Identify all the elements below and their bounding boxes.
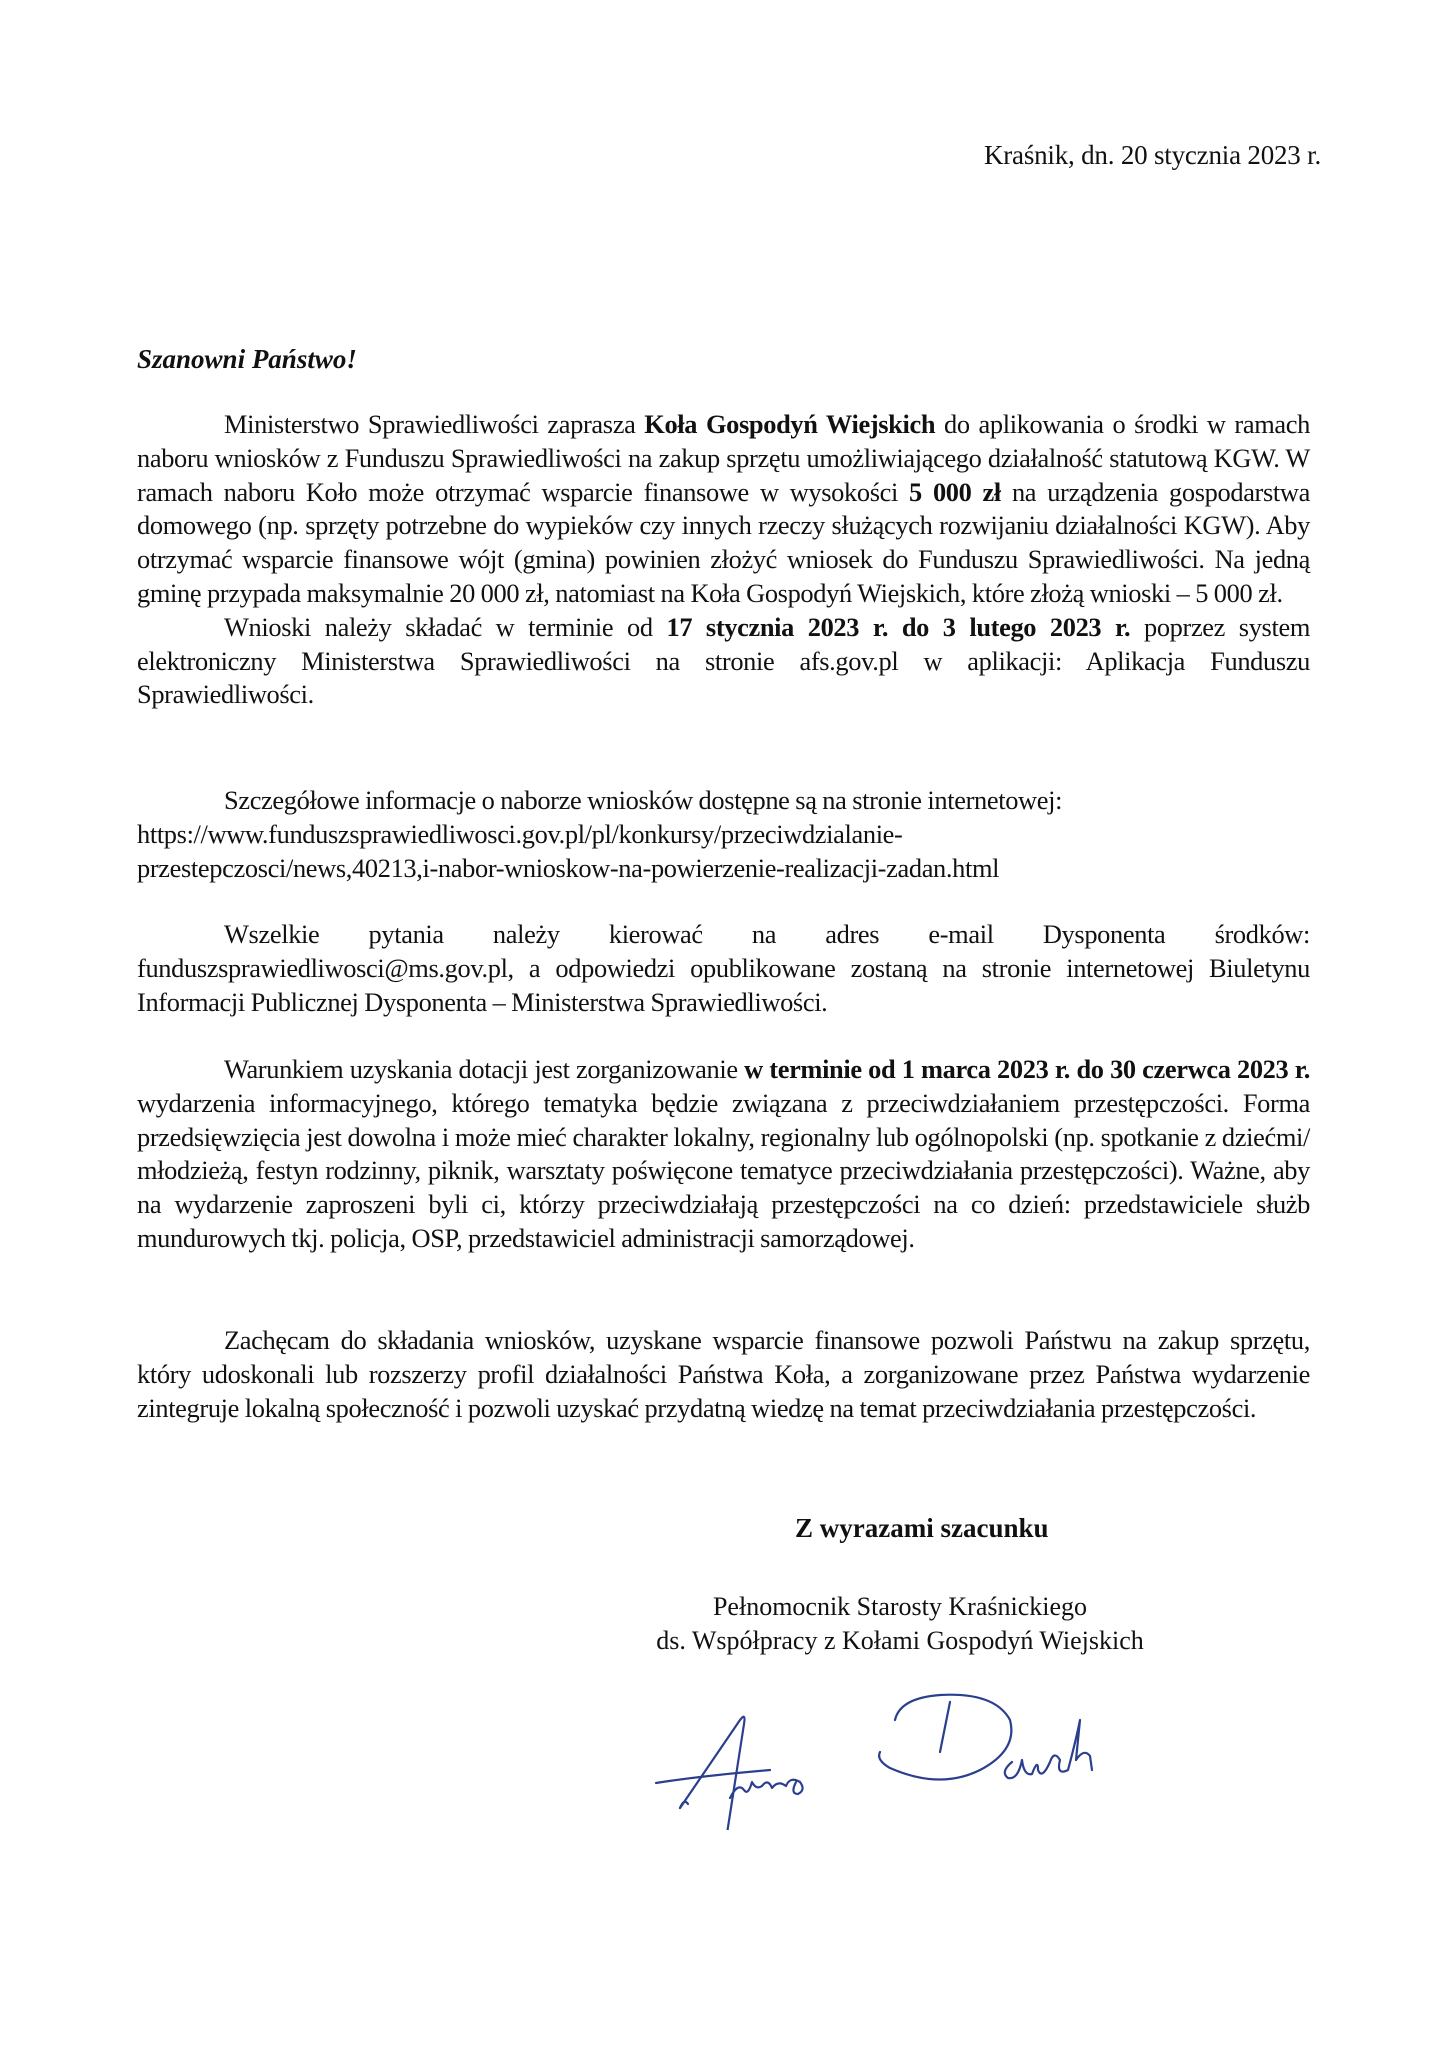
paragraph-details-intro: Szczegółowe informacje o naborze wniosków dostępne są na stronie internetowej: [224,785,1063,815]
paragraph-funding-info [137,408,1310,712]
signature-stroke [1005,1720,1092,1778]
text-span: do aplikowania o środki w ramach naboru wniosków z Funduszu Sprawiedliwości na zakup sprzętu umożliwiającego działalność statutową KGW. W ramach naboru Koło może otrzymać wsparcie finansowe w wysokości [137,409,1310,507]
signature-stroke [656,1770,770,1783]
paragraph-deadline [137,611,1310,712]
salutation: Szanowni Państwo! [137,344,357,374]
paragraph-conditions [137,1053,1310,1256]
paragraph-encouragement [137,1324,1310,1425]
paragraph-invitation [137,408,1310,611]
handwritten-signature [640,1690,1180,1830]
text-span: wydarzenia informacyjnego, którego tematyka będzie związana z przeciwdziałaniem przestępczości. Forma przedsięwzięcia jest dowolna i może mieć charakter lokalny, regionalny lub ogólnopolski (np. spotkanie z dziećmi/ młodzieżą, festyn rodzinny, piknik, warsztaty poświęcone tematyce przeciwdziałania przestępczości). Ważne, aby na wydarzenie zaproszeni byli ci, którzy przeciwdziałają przestępczości na co dzień: przedstawiciele służb mundurowych tkj. policja, OSP, przedstawiciel administracji samorządowej. [137,1087,1310,1253]
signature-stroke [879,1695,1011,1780]
signatory-title: Pełnomocnik Starosty Kraśnickiego [712,1592,1088,1621]
paragraph-contact-text: Wszelkie pytania należy kierować na adres e-mail Dysponenta środków: funduszsprawiedliwosci@ms.gov.pl, a odpowiedzi opublikowane zostaną na stronie internetowej Biuletynu Informacji Publicznej Dysponenta – Ministerstwa Sprawiedliwości. [137,919,1310,1017]
paragraph-conditions-text [137,1053,1310,1256]
signature-stroke [730,1780,803,1798]
signatory-department: ds. Współpracy z Kołami Gospodyń Wiejskich [656,1626,1144,1655]
bold-text-event-period: w terminie od 1 marca 2023 r. do 30 czerwca 2023 r. [744,1054,1310,1084]
text-span: Ministerstwo Sprawiedliwości zaprasza [224,409,645,439]
bold-text-amount: 5 000 zł [909,476,1001,507]
signatory-block [620,1590,1180,1658]
paragraph-details-link [137,784,1310,885]
paragraph-encouragement-text: Zachęcam do składania wniosków, uzyskane wsparcie finansowe pozwoli Państwu na zakup sprzętu, który udoskonali lub rozszerzy profil działalności Państwa Koła, a zorganizowane przez Państwa wydarzenie zintegruje lokalną społeczność i pozwoli uzyskać przydatną wiedzę na temat przeciwdziałania przestępczości. [137,1325,1310,1423]
text-span: Wnioski należy składać w terminie od [224,611,667,642]
details-url-line-2[interactable]: przestepczosci/news,40213,i-nabor-wnioskow-na-powierzenie-realizacji-zadan.html [137,852,1000,883]
text-span: poprzez system elektroniczny Ministerstwa Sprawiedliwości na stronie afs.gov.pl w aplikacji: Aplikacja Funduszu Sprawiedliwości. [137,611,1310,710]
details-url-line-1[interactable]: https://www.funduszsprawiedliwosci.gov.pl/pl/konkursy/przeciwdzialanie- [137,818,903,849]
text-span: Warunkiem uzyskania dotacji jest zorganizowanie [224,1054,745,1084]
bold-text-kgw: Koła Gospodyń Wiejskich [644,409,936,439]
paragraph-contact [137,918,1310,1019]
closing-phrase: Z wyrazami szacunku [795,1513,1049,1543]
place-and-date: Kraśnik, dn. 20 stycznia 2023 r. [983,140,1321,170]
bold-text-deadline: 17 stycznia 2023 r. do 3 lutego 2023 r. [666,611,1131,642]
text-span: na urządzenia gospodarstwa domowego (np. sprzęty potrzebne do wypieków czy innych rzeczy służących rozwijaniu działalności KGW). Aby otrzymać wsparcie finansowe wójt (gmina) powinien złożyć wniosek do Funduszu Sprawiedliwości. Na jedną gminę przypada maksymalnie 20 000 zł, natomiast na Koła Gospodyń Wiejskich, które złożą wnioski – 5 000 zł. [137,476,1310,608]
signature-stroke [680,1802,688,1808]
signature-stroke [940,1702,950,1752]
